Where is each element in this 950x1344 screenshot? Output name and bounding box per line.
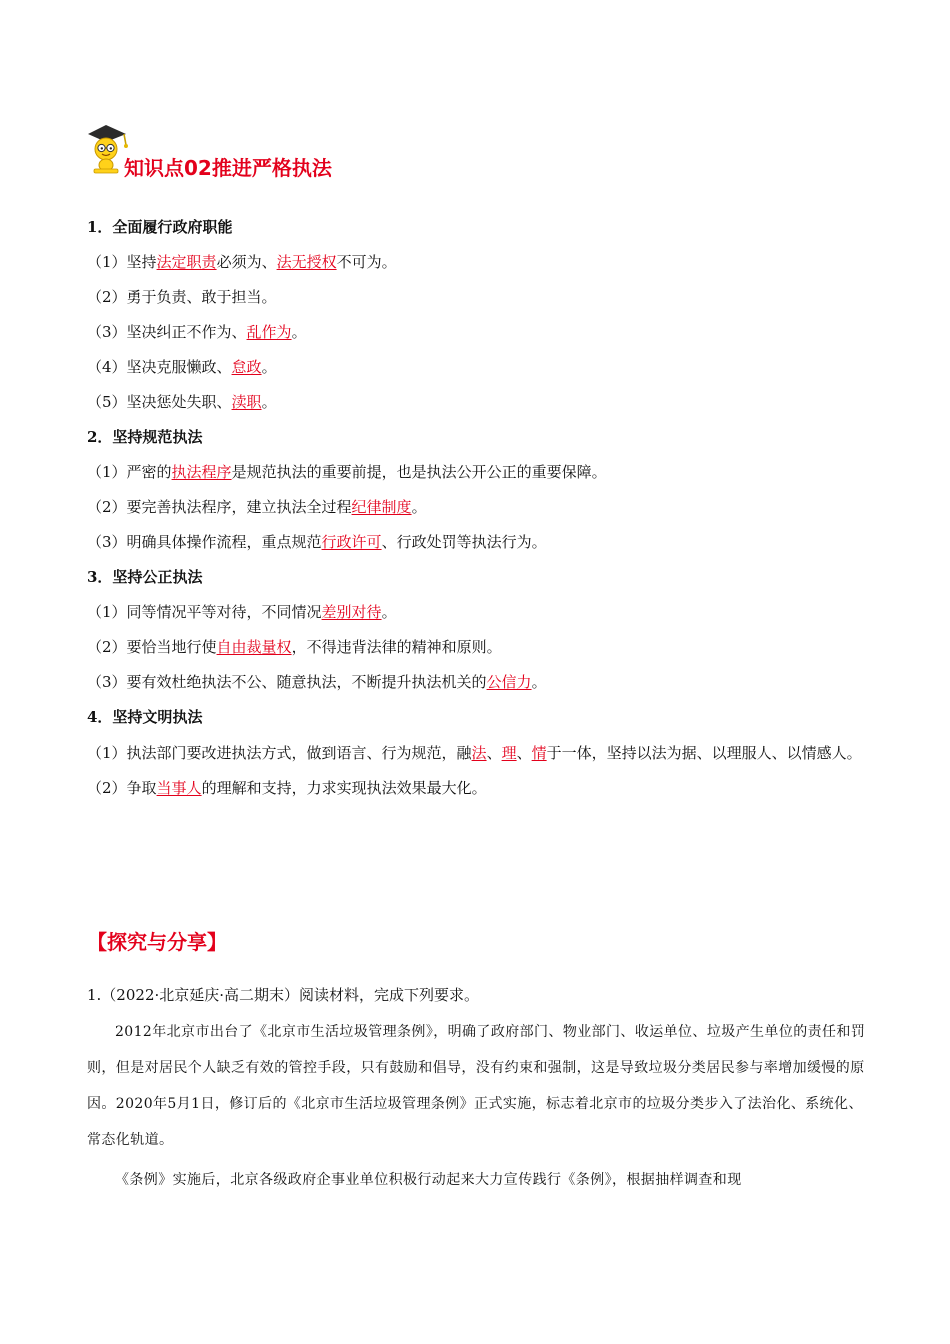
list-item: [87, 245, 887, 280]
item-text: （4）坚决克服懒政、: [87, 358, 232, 376]
list-item: [87, 630, 887, 665]
item-text: （2）勇于负责、敢于担当。: [87, 288, 277, 306]
item-text: 是规范执法的重要前提，也是执法公开公正的重要保障。: [231, 463, 607, 481]
list-item: [87, 280, 887, 315]
list-item: [87, 490, 887, 525]
fill-blank-answer: 自由裁量权: [216, 638, 292, 656]
subsection-heading: 3．坚持公正执法: [87, 568, 203, 586]
list-item: [87, 350, 887, 385]
fill-blank-answer: 理: [501, 744, 517, 762]
item-text: ，不得违背法律的精神和原则。: [291, 638, 502, 656]
item-text: 、行政处罚等执法行为。: [381, 533, 547, 551]
list-item: [87, 735, 882, 771]
item-text: 不可为。: [336, 253, 397, 271]
item-text: （2）争取: [87, 779, 157, 797]
material-paragraph-2: 《条例》实施后，北京各级政府企事业单位积极行动起来大力宣传践行《条例》，根据抽样调查和现: [115, 1172, 742, 1188]
subsection-heading: 1．全面履行政府职能: [87, 218, 233, 236]
subsection-heading: 4．坚持文明执法: [87, 708, 203, 726]
fill-blank-answer: 差别对待: [321, 603, 382, 621]
item-text: 、: [516, 744, 532, 762]
item-text: 。: [261, 358, 277, 376]
fill-blank-answer: 怠政: [231, 358, 262, 376]
fill-blank-answer: 乱作为: [246, 323, 292, 341]
item-text: 。: [411, 498, 427, 516]
list-item: [87, 385, 887, 420]
item-text: （1）坚持: [87, 253, 157, 271]
item-text: 于一体，坚持以法为据、以理服人、以情感人。: [546, 744, 862, 762]
fill-blank-answer: 行政许可: [321, 533, 382, 551]
item-text: 必须为、: [216, 253, 277, 271]
material-paragraph-1: 2012年北京市出台了《北京市生活垃圾管理条例》，明确了政府部门、物业部门、收运单位、垃圾产生单位的责任和罚则，但是对居民个人缺乏有效的管控手段，只有鼓励和倡导，没有约束和强制，这是导致垃圾分类居民参与率增加缓慢的原因。2020年5月1日，修订后的《北京市生活垃圾管理条例》正式实施，标志着北京市的垃圾分类步入了法治化、系统化、常态化轨道。: [87, 1024, 866, 1148]
fill-blank-answer: 公信力: [486, 673, 532, 691]
list-item: [87, 525, 887, 560]
list-item: [87, 455, 887, 490]
item-text: （3）坚决纠正不作为、: [87, 323, 247, 341]
item-text: （3）明确具体操作流程，重点规范: [87, 533, 322, 551]
question-heading: 1.（2022·北京延庆·高二期末）阅读材料，完成下列要求。: [87, 986, 480, 1004]
list-item: [87, 315, 887, 350]
item-text: 。: [531, 673, 547, 691]
explore-share-section: [87, 926, 877, 1198]
item-text: （5）坚决惩处失职、: [87, 393, 232, 411]
subsection-heading: 2．坚持规范执法: [87, 428, 203, 446]
item-text: 。: [381, 603, 397, 621]
item-text: （2）要完善执法程序，建立执法全过程: [87, 498, 352, 516]
fill-blank-answer: 法无授权: [276, 253, 337, 271]
list-item: [87, 665, 887, 700]
fill-blank-answer: 渎职: [231, 393, 262, 411]
fill-blank-answer: 纪律制度: [351, 498, 412, 516]
fill-blank-answer: 法: [471, 744, 487, 762]
fill-blank-answer: 执法程序: [171, 463, 232, 481]
item-text: 、: [486, 744, 502, 762]
item-text: 的理解和支持，力求实现执法效果最大化。: [201, 779, 487, 797]
section-title: 知识点02推进严格执法: [124, 156, 332, 180]
item-text: 。: [291, 323, 307, 341]
item-text: 。: [261, 393, 277, 411]
list-item: [87, 595, 887, 630]
knowledge-content: [87, 210, 887, 806]
fill-blank-answer: 情: [531, 744, 547, 762]
item-text: （1）执法部门要改进执法方式，做到语言、行为规范，融: [87, 744, 472, 762]
item-text: （1）同等情况平等对待，不同情况: [87, 603, 322, 621]
item-text: （1）严密的: [87, 463, 172, 481]
fill-blank-answer: 法定职责: [156, 253, 217, 271]
fill-blank-answer: 当事人: [156, 779, 202, 797]
part-title: 【探究与分享】: [87, 930, 227, 954]
list-item: [87, 771, 887, 806]
item-text: （2）要恰当地行使: [87, 638, 217, 656]
item-text: （3）要有效杜绝执法不公、随意执法，不断提升执法机关的: [87, 673, 487, 691]
